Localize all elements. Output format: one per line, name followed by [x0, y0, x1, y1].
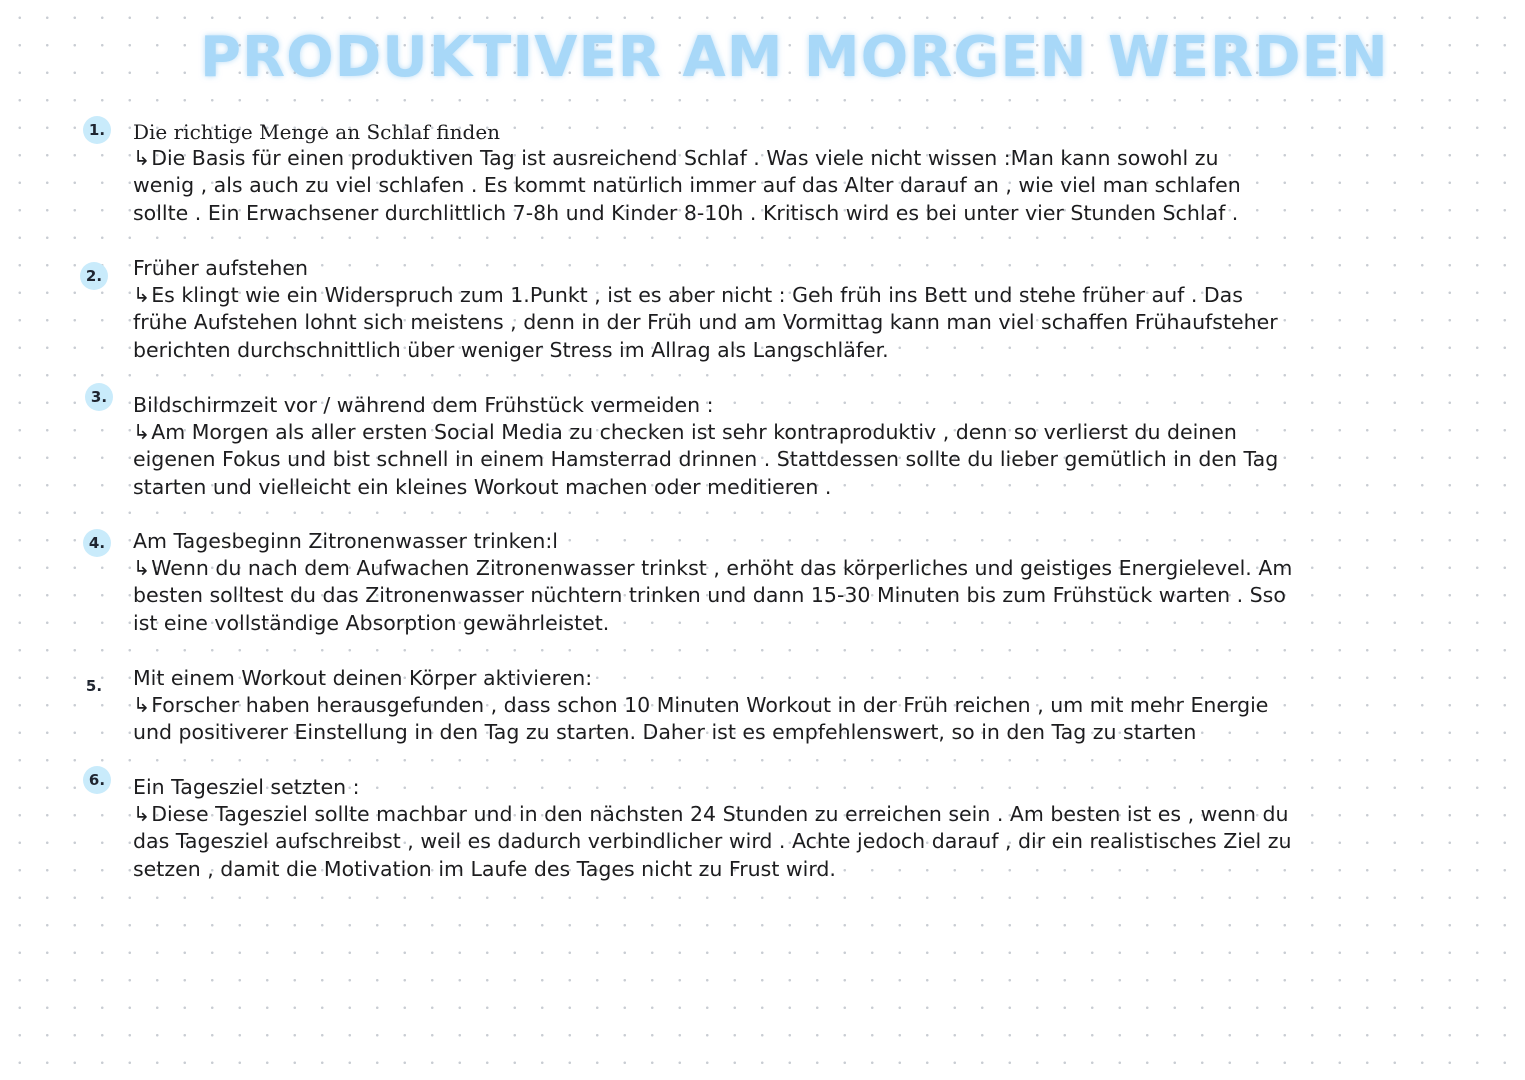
body-line: ↳Die Basis für einen produktiven Tag ist ausreichend Schlaf . Was viele nicht wissen :Man kann sowohl zu: [133, 145, 1273, 172]
body-line: starten und vielleicht ein kleines Workout machen oder meditieren .: [133, 474, 832, 499]
body-line: ist eine vollständige Absorption gewährleistet.: [133, 610, 610, 635]
body-line: sollte . Ein Erwachsener durchlittlich 7-8h und Kinder 8-10h . Kritisch wird es bei unter vier Stunden Schlaf .: [133, 200, 1239, 225]
section-number: 5.: [85, 677, 103, 695]
section-body: [133, 282, 1278, 364]
section-heading: Ein Tagesziel setzten :: [133, 775, 360, 799]
section-number-badge: 3.: [85, 383, 113, 411]
section-number-badge: 1.: [83, 116, 111, 144]
arrow-icon: ↳: [133, 693, 151, 717]
section-body: [133, 419, 1279, 501]
body-line: ↳Diese Tagesziel sollte machbar und in den nächsten 24 Stunden zu erreichen sein . Am besten ist es , wenn du: [133, 801, 1273, 828]
page-title-text: PRODUKTIVER AM MORGEN WERDEN: [200, 24, 1389, 90]
section-body: [133, 692, 1273, 747]
section-heading: Die richtige Menge an Schlaf finden: [133, 120, 501, 144]
body-line: ↳Es klingt wie ein Widerspruch zum 1.Punkt , ist es aber nicht : Geh früh ins Bett und stehe früher auf . Das: [133, 282, 1273, 309]
arrow-icon: ↳: [133, 556, 151, 580]
section-body: [133, 801, 1292, 883]
body-line: ↳Am Morgen als aller ersten Social Media zu checken ist sehr kontraproduktiv , denn so verlierst du deinen: [133, 419, 1273, 446]
body-line: berichten durchschnittlich über weniger Stress im Allrag als Langschläfer.: [133, 337, 889, 362]
arrow-icon: ↳: [133, 420, 151, 444]
section-heading: Bildschirmzeit vor / während dem Frühstück vermeiden :: [133, 393, 714, 417]
section-heading: Früher aufstehen: [133, 256, 308, 280]
body-line: setzen , damit die Motivation im Laufe des Tages nicht zu Frust wird.: [133, 856, 836, 881]
body-line: das Tagesziel aufschreibst , weil es dadurch verbindlicher wird . Achte jedoch darauf , dir ein realistisches Ziel zu: [133, 829, 1292, 854]
section-number-badge: 6.: [83, 766, 111, 794]
section-body: [133, 145, 1273, 227]
body-line: eigenen Fokus und bist schnell in einem Hamsterrad drinnen . Stattdessen sollte du lieber gemütlich in den Tag: [133, 447, 1279, 472]
body-line: ↳Wenn du nach dem Aufwachen Zitronenwasser trinkst , erhöht das körperliches und geistiges Energielevel. Am: [133, 555, 1273, 582]
body-line: besten solltest du das Zitronenwasser nüchtern trinken und dann 15-30 Minuten bis zum Frühstück warten . Sso: [133, 583, 1286, 608]
body-line: ↳Forscher haben herausgefunden , dass schon 10 Minuten Workout in der Früh reichen , um mit mehr Energie: [133, 692, 1273, 719]
body-line: und positiverer Einstellung in den Tag zu starten. Daher ist es empfehlenswert, so in den Tag zu starten: [133, 720, 1197, 745]
section-heading: Mit einem Workout deinen Körper aktivieren:: [133, 666, 593, 690]
section-number-badge: 2.: [80, 262, 108, 290]
arrow-icon: ↳: [133, 146, 151, 170]
arrow-icon: ↳: [133, 802, 151, 826]
section-heading: Am Tagesbeginn Zitronenwasser trinken:l: [133, 529, 558, 553]
arrow-icon: ↳: [133, 283, 151, 307]
page-title: [200, 22, 1389, 92]
body-line: frühe Aufstehen lohnt sich meistens , denn in der Früh und am Vormittag kann man viel schaffen Frühaufsteher: [133, 310, 1278, 335]
section-body: [133, 555, 1293, 637]
section-number-badge: 4.: [83, 529, 111, 557]
body-line: wenig , als auch zu viel schlafen . Es kommt natürlich immer auf das Alter darauf an , wie viel man schlafen: [133, 173, 1241, 198]
